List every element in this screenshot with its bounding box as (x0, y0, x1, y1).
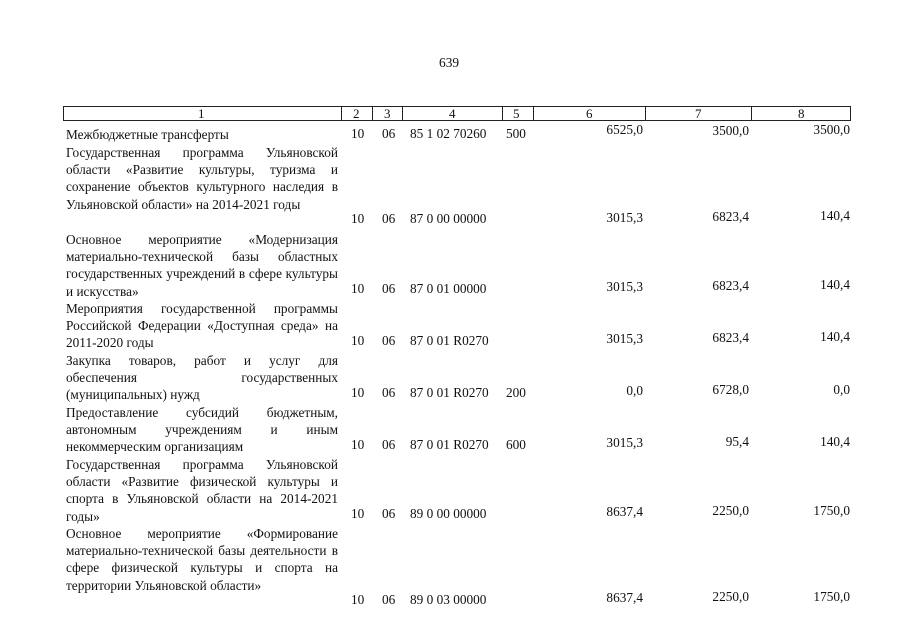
row-target-code: 85 1 02 70260 (410, 126, 487, 141)
row-subsection: 06 (382, 385, 396, 400)
row-value-6: 3015,3 (606, 331, 643, 346)
row-subsection: 06 (382, 437, 396, 452)
header-cell-2: 2 (341, 106, 372, 121)
row-value-7: 95,4 (725, 434, 749, 449)
row-name: Государственная программа Ульяновской области «Развитие культуры, туризма и сохранение объектов культурного наследия в Ульяновской области» на 2014-2021 годы (66, 145, 338, 212)
header-cell-6: 6 (533, 106, 645, 121)
header-cell-8: 8 (751, 106, 851, 121)
row-value-8: 140,4 (820, 434, 850, 449)
row-value-6: 8637,4 (606, 504, 643, 519)
row-subsection: 06 (382, 211, 396, 226)
row-value-8: 1750,0 (813, 589, 850, 604)
row-section: 10 (351, 592, 365, 607)
header-cell-1: 1 (63, 106, 341, 121)
row-value-8: 140,4 (820, 208, 850, 223)
row-value-6: 3015,3 (606, 435, 643, 450)
row-section: 10 (351, 506, 365, 521)
row-name: Основное мероприятие «Формирование материально-технической базы деятельности в сфере физической культуры и спорта на территории Ульяновской области» (66, 526, 338, 593)
row-expense-type: 200 (506, 385, 526, 400)
row-target-code: 87 0 01 R0270 (410, 385, 489, 400)
row-section: 10 (351, 333, 365, 348)
row-section: 10 (351, 211, 365, 226)
row-name: Государственная программа Ульяновской области «Развитие физической культуры и спорта в Ульяновской области на 2014-2021 годы» (66, 457, 338, 524)
row-value-6: 6525,0 (606, 122, 643, 137)
row-value-6: 0,0 (626, 383, 643, 398)
row-section: 10 (351, 126, 365, 141)
row-target-code: 87 0 01 00000 (410, 281, 487, 296)
header-cell-4: 4 (402, 106, 502, 121)
row-name: Основное мероприятие «Модернизация материально-технической базы областных государственных учреждений в сфере культуры и искусства» (66, 232, 338, 299)
page-number: 639 (439, 55, 460, 70)
row-value-8: 140,4 (820, 277, 850, 292)
row-name: Межбюджетные трансферты (66, 127, 229, 142)
row-value-8: 1750,0 (813, 503, 850, 518)
row-value-7: 6823,4 (712, 330, 749, 345)
row-value-7: 2250,0 (712, 589, 749, 604)
row-value-8: 140,4 (820, 329, 850, 344)
row-value-6: 3015,3 (606, 279, 643, 294)
row-target-code: 87 0 00 00000 (410, 211, 487, 226)
row-target-code: 87 0 01 R0270 (410, 333, 489, 348)
row-value-6: 3015,3 (606, 210, 643, 225)
row-target-code: 89 0 03 00000 (410, 592, 487, 607)
row-expense-type: 600 (506, 437, 526, 452)
header-cell-3: 3 (372, 106, 402, 121)
row-section: 10 (351, 385, 365, 400)
row-subsection: 06 (382, 126, 396, 141)
row-section: 10 (351, 437, 365, 452)
row-value-8: 0,0 (833, 382, 850, 397)
row-subsection: 06 (382, 506, 396, 521)
row-value-7: 3500,0 (712, 123, 749, 138)
row-section: 10 (351, 281, 365, 296)
row-target-code: 87 0 01 R0270 (410, 437, 489, 452)
row-expense-type: 500 (506, 126, 526, 141)
row-value-7: 6823,4 (712, 278, 749, 293)
row-value-7: 6823,4 (712, 209, 749, 224)
row-name: Закупка товаров, работ и услуг для обеспечения государственных (муниципальных) нужд (66, 353, 338, 403)
header-cell-7: 7 (645, 106, 751, 121)
row-value-6: 8637,4 (606, 590, 643, 605)
header-cell-5: 5 (502, 106, 533, 121)
row-subsection: 06 (382, 281, 396, 296)
row-value-7: 2250,0 (712, 503, 749, 518)
row-name: Мероприятия государственной программы Российской Федерации «Доступная среда» на 2011-2020 годы (66, 301, 338, 351)
row-target-code: 89 0 00 00000 (410, 506, 487, 521)
row-subsection: 06 (382, 592, 396, 607)
row-value-8: 3500,0 (813, 122, 850, 137)
row-subsection: 06 (382, 333, 396, 348)
row-name: Предоставление субсидий бюджетным, автономным учреждениям и иным некоммерческим организациям (66, 405, 338, 455)
row-value-7: 6728,0 (712, 382, 749, 397)
